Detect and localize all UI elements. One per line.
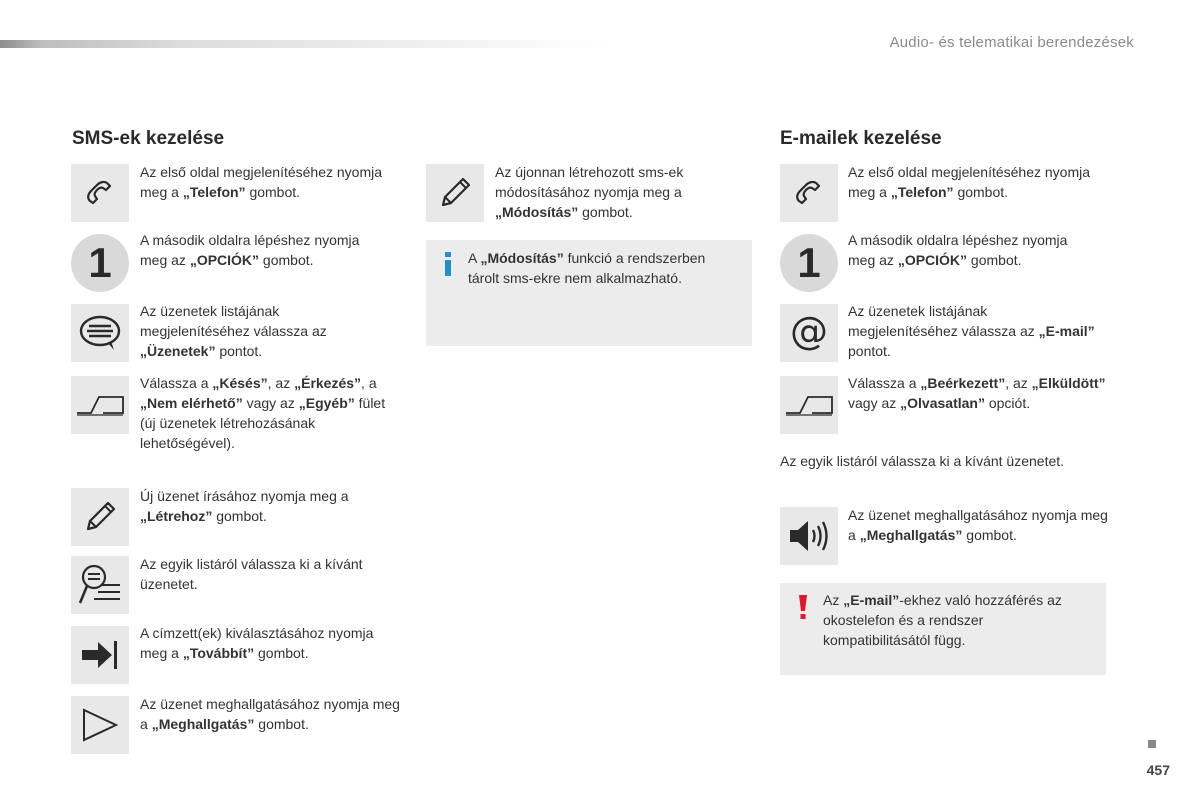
play-icon — [71, 696, 129, 754]
email-step-tabs-text: Válassza a „Beérkezett”, az „Elküldött” vagy az „Olvasatlan” opciót. — [848, 375, 1106, 411]
pencil-icon — [71, 488, 129, 546]
sms-step-select-text: Az egyik listáról válassza ki a kívánt üzenetet. — [140, 556, 363, 592]
info-icon — [443, 252, 453, 276]
email-step-list-text: Az üzenetek listájának megjelenítéséhez válassza az „E-mail” pontot. — [848, 303, 1095, 359]
sms-step-forward-text: A címzett(ek) kiválasztásához nyomja meg a „Továbbít” gombot. — [140, 625, 374, 661]
email-step-listen-text: Az üzenet meghallgatásához nyomja meg a „Meghallgatás” gombot. — [848, 507, 1108, 543]
email-step-options-text: A második oldalra lépéshez nyomja meg az „OPCIÓK” gombot. — [848, 232, 1068, 268]
warning-note-box — [780, 583, 1106, 675]
message-list-icon — [71, 556, 129, 614]
tab-icon — [71, 376, 129, 434]
header-gradient-bar — [0, 40, 610, 48]
tab-icon — [780, 376, 838, 434]
info-note-box — [426, 240, 752, 346]
sms-step-phone-text: Az első oldal megjelenítéséhez nyomja meg a „Telefon” gombot. — [140, 164, 383, 200]
step-one-badge: 1 — [780, 234, 838, 292]
sms-step-listen-text: Az üzenet meghallgatásához nyomja meg a „Meghallgatás” gombot. — [140, 696, 400, 732]
sms-step-options-text: A második oldalra lépéshez nyomja meg az „OPCIÓK” gombot. — [140, 232, 360, 268]
step-one-badge: 1 — [71, 234, 129, 292]
email-select-text: Az egyik listáról válassza ki a kívánt üzenetet. — [780, 453, 1065, 469]
forward-icon — [71, 626, 129, 684]
at-icon — [780, 304, 838, 362]
speaker-icon — [780, 507, 838, 565]
warning-icon — [798, 595, 808, 619]
email-step-phone-text: Az első oldal megjelenítéséhez nyomja meg a „Telefon” gombot. — [848, 164, 1091, 200]
info-note-text: A „Módosítás” funkció a rendszerben tárolt sms-ekre nem alkalmazható. — [468, 250, 706, 286]
page-header-title: Audio- és telematikai berendezések — [889, 34, 1134, 51]
email-section-title: E-mailek kezelése — [780, 128, 942, 149]
sms-step-messages-text: Az üzenetek listájának megjelenítéséhez válassza az „Üzenetek” pontot. — [140, 303, 327, 359]
warning-note-text: Az „E-mail”-ekhez való hozzáférés az okostelefon és a rendszer kompatibilitásától függ. — [823, 592, 1062, 648]
svg-text:@: @ — [790, 311, 828, 353]
sms-section-title: SMS-ek kezelése — [72, 128, 225, 149]
phone-icon — [780, 164, 838, 222]
sms-modify-text: Az újonnan létrehozott sms-ek módosításához nyomja meg a „Módosítás” gombot. — [495, 164, 684, 220]
sms-step-tabs-text: Válassza a „Késés”, az „Érkezés”, a „Nem elérhető” vagy az „Egyéb” fület (új üzenetek létrehozásának lehetőségével). — [140, 375, 386, 451]
sms-step-create-text: Új üzenet írásához nyomja meg a „Létrehoz” gombot. — [140, 488, 349, 524]
page-number: 457 — [1146, 762, 1170, 778]
page-marker — [1148, 740, 1156, 748]
message-bubble-icon — [71, 304, 129, 362]
pencil-icon — [426, 164, 484, 222]
phone-icon — [71, 164, 129, 222]
